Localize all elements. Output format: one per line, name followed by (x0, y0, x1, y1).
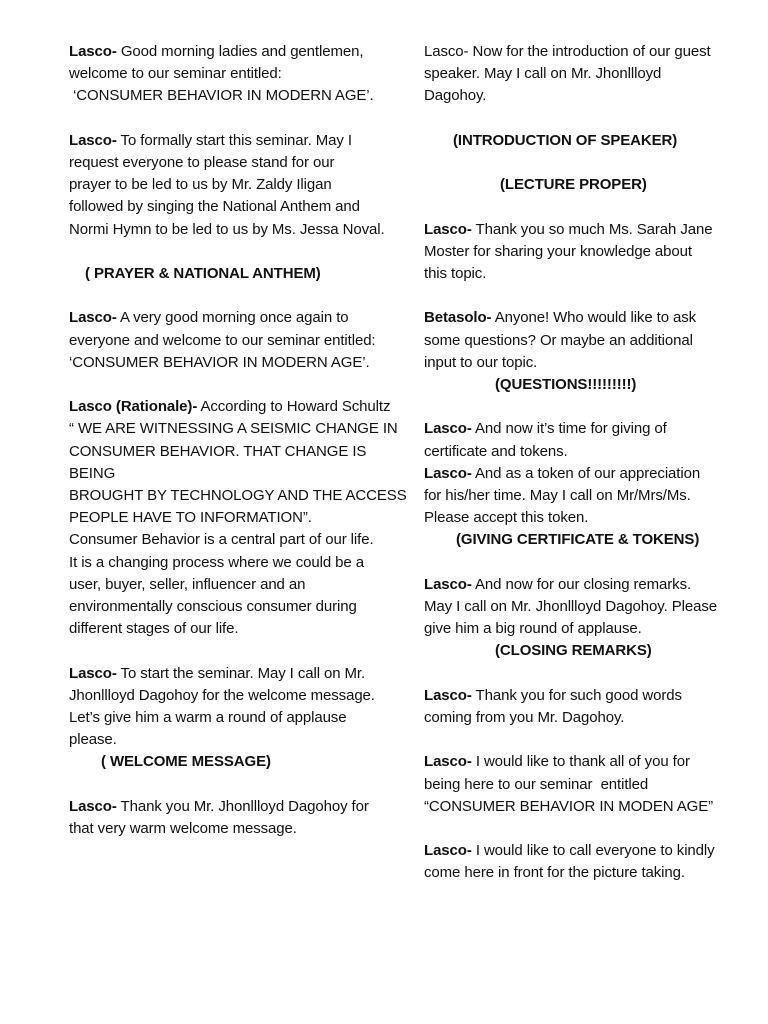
text-line: I would like to call everyone to kindly (471, 842, 715, 860)
speaker-name: Betasolo- (424, 309, 492, 327)
speaker-name: Lasco (Rationale)- (69, 398, 198, 416)
script-paragraph-greeting (69, 307, 414, 374)
speaker-name: Lasco- (69, 664, 117, 682)
text-line: Let’s give him a warm a round of applause (69, 709, 347, 727)
text-line: that very warm welcome message. (69, 820, 297, 838)
text-line: Anyone! Who would like to ask (491, 309, 697, 327)
section-heading-welcome-message: ( WELCOME MESSAGE) (101, 753, 271, 771)
text-line: welcome to our seminar entitled: (69, 65, 282, 83)
text-line: Lasco- Now for the introduction of our guest (424, 43, 711, 60)
text-line: Normi Hymn to be led to us by Ms. Jessa Noval. (69, 220, 385, 238)
text-line: please. (69, 731, 117, 749)
text-line: To formally start this seminar. May I (116, 131, 352, 149)
script-paragraph-picture-taking (424, 840, 744, 884)
section-heading-certificates: (GIVING CERTIFICATE & TOKENS) (456, 531, 700, 549)
text-line: BROUGHT BY TECHNOLOGY AND THE ACCESS (69, 487, 407, 504)
text-line: certificate and tokens. (424, 442, 568, 460)
text-line: prayer to be led to us by Mr. Zaldy Iligan (69, 176, 332, 194)
text-line: different stages of our life. (69, 620, 239, 638)
text-line: CONSUMER BEHAVIOR. THAT CHANGE IS BEING (69, 442, 367, 482)
text-line: “ WE ARE WITNESSING A SEISMIC CHANGE IN (69, 420, 398, 438)
speaker-name: Lasco- (69, 309, 117, 327)
speaker-name: Lasco- (424, 420, 472, 438)
text-line: ‘CONSUMER BEHAVIOR IN MODERN AGE’. (69, 353, 370, 371)
text-line: Thank you so much Ms. Sarah Jane (471, 220, 713, 238)
script-paragraph-thanks-speaker (424, 219, 744, 286)
text-line: Thank you for such good words (471, 686, 682, 704)
script-paragraph-welcome (69, 41, 414, 108)
text-line: A very good morning once again to (116, 309, 349, 327)
text-line: some questions? Or maybe an additional (424, 331, 693, 349)
speaker-name: Lasco- (69, 131, 117, 149)
section-heading-introduction: (INTRODUCTION OF SPEAKER) (453, 131, 678, 149)
text-line: ‘CONSUMER BEHAVIOR IN MODERN AGE’. (69, 87, 374, 105)
script-paragraph-thanks-all (424, 751, 744, 818)
text-line: Moster for sharing your knowledge about (424, 242, 692, 260)
text-line: user, buyer, seller, influencer and an (69, 575, 306, 593)
speaker-name: Lasco- (424, 842, 472, 860)
text-line: And now it’s time for giving of (471, 420, 667, 438)
text-line: Please accept this token. (424, 509, 589, 527)
text-line: Consumer Behavior is a central part of our life. (69, 531, 374, 549)
script-paragraph-start-seminar (69, 663, 414, 752)
text-line: And as a token of our appreciation (471, 464, 701, 482)
text-line: environmentally conscious consumer during (69, 598, 357, 616)
section-heading-prayer: ( PRAYER & NATIONAL ANTHEM) (85, 265, 321, 282)
text-line: request everyone to please stand for our (69, 154, 335, 171)
left-column (69, 41, 414, 862)
text-line: According to Howard Schultz (197, 398, 391, 416)
text-line: followed by singing the National Anthem and (69, 198, 360, 216)
text-line: this topic. (424, 264, 487, 282)
speaker-name: Lasco- (424, 575, 472, 593)
text-line: Dagohoy. (424, 87, 487, 105)
text-line: To start the seminar. May I call on Mr. (116, 664, 366, 682)
section-heading-lecture: (LECTURE PROPER) (500, 176, 647, 194)
text-line: “CONSUMER BEHAVIOR IN MODEN AGE” (424, 797, 714, 815)
script-paragraph-token (424, 463, 744, 530)
text-line: Jhonllloyd Dagohoy for the welcome message. (69, 686, 375, 704)
speaker-name: Lasco- (424, 753, 472, 771)
text-line: PEOPLE HAVE TO INFORMATION”. (69, 509, 312, 527)
text-line: coming from you Mr. Dagohoy. (424, 708, 625, 726)
speaker-name: Lasco- (69, 797, 117, 815)
text-line: May I call on Mr. Jhonllloyd Dagohoy. Please (424, 597, 717, 615)
text-line: come here in front for the picture taking. (424, 864, 685, 882)
script-paragraph-introduction (424, 41, 744, 108)
speaker-name: Lasco- (69, 43, 117, 60)
script-paragraph-certificates (424, 418, 744, 462)
section-heading-closing: (CLOSING REMARKS) (495, 642, 652, 660)
text-line: Good morning ladies and gentlemen, (116, 43, 364, 60)
text-line: everyone and welcome to our seminar entitled: (69, 331, 376, 349)
script-paragraph-prayer-request (69, 130, 414, 241)
script-paragraph-thanks-words (424, 685, 744, 729)
script-paragraph-closing (424, 574, 744, 641)
speaker-name: Lasco- (424, 220, 472, 238)
text-line: I would like to thank all of you for (471, 753, 690, 771)
script-paragraph-thanks-welcome (69, 796, 414, 840)
text-line: input to our topic. (424, 353, 538, 371)
text-line: for his/her time. May I call on Mr/Mrs/Ms. (424, 486, 691, 504)
text-line: And now for our closing remarks. (471, 575, 692, 593)
script-paragraph-questions (424, 307, 744, 374)
speaker-name: Lasco- (424, 464, 472, 482)
section-heading-questions: (QUESTIONS!!!!!!!!!) (495, 375, 637, 393)
text-line: It is a changing process where we could be a (69, 553, 364, 571)
text-line: speaker. May I call on Mr. Jhonllloyd (424, 65, 662, 83)
text-line: Thank you Mr. Jhonllloyd Dagohoy for (116, 797, 369, 815)
right-column (424, 41, 744, 907)
script-paragraph-rationale (69, 396, 414, 640)
text-line: being here to our seminar entitled (424, 775, 649, 793)
speaker-name: Lasco- (424, 686, 472, 704)
text-line: give him a big round of applause. (424, 620, 642, 638)
